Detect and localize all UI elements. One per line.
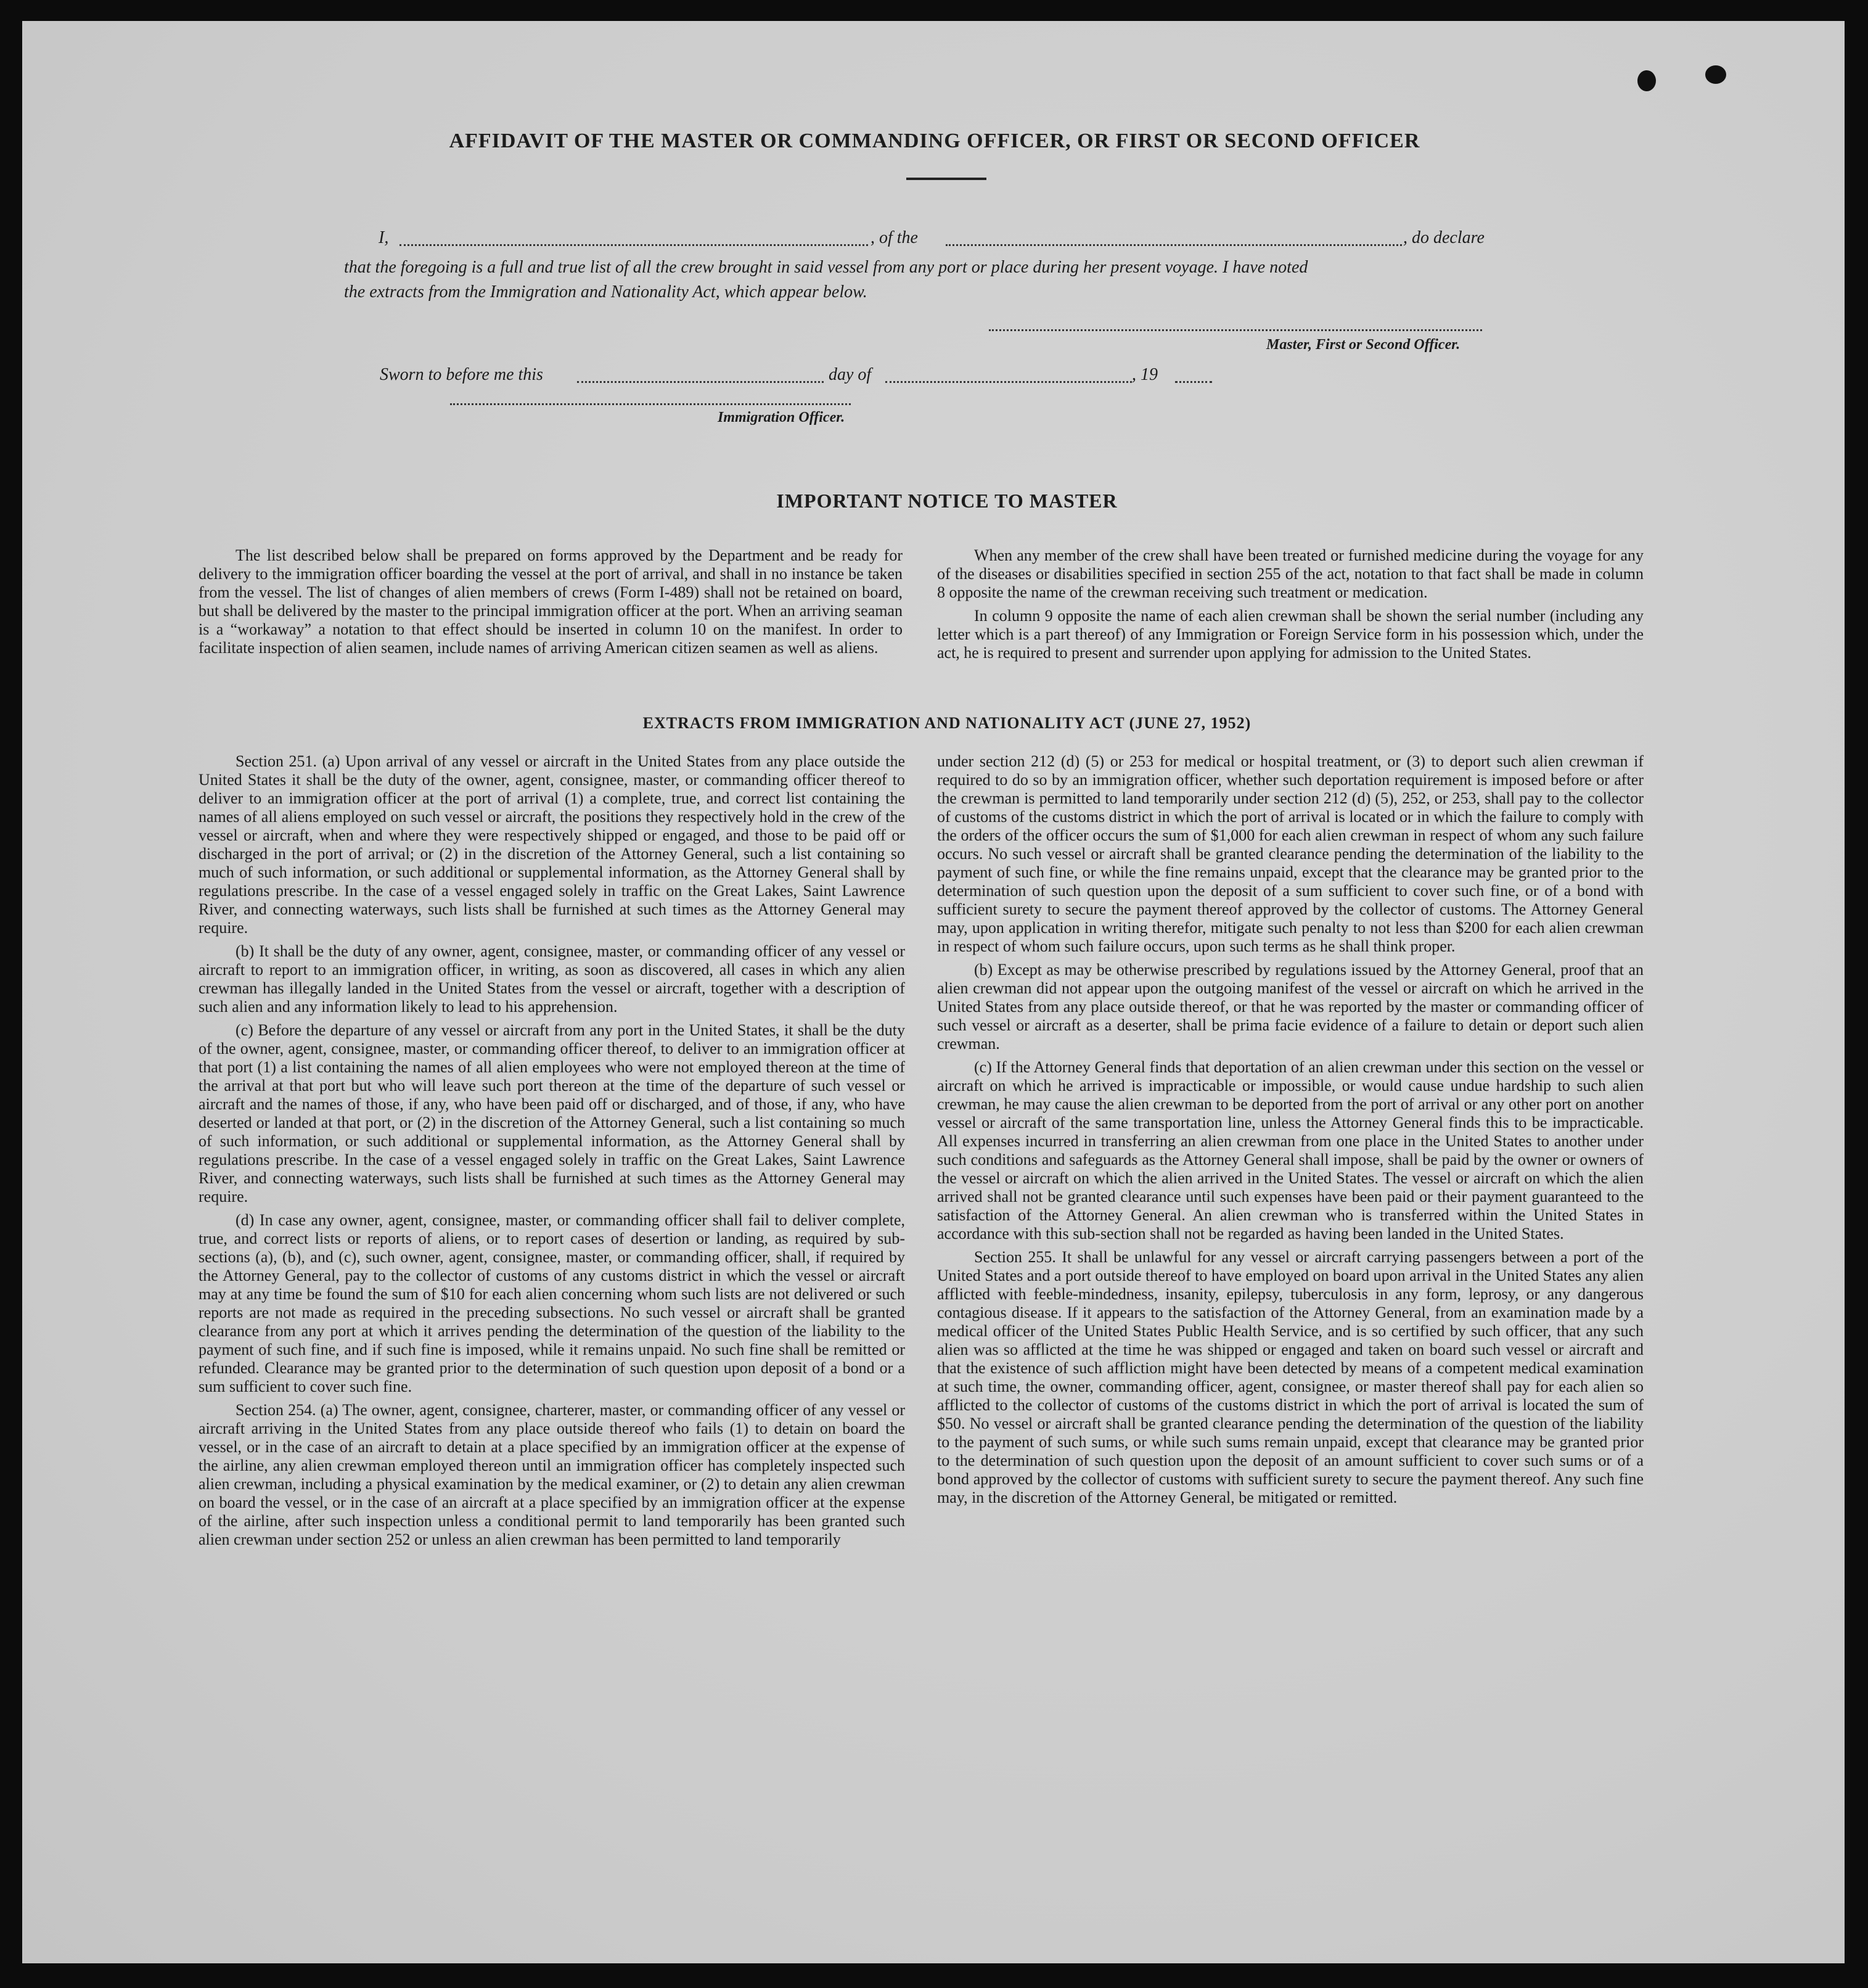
section-254-a-cont: under section 212 (d) (5) or 253 for medical or hospital treatment, or (3) to deport such alien crewman if required to do so by an immigration officer, whether such deportation requirement is imposed before or after the crewman is permitted to land temporarily under section 212 (d) (5), 252, or 253, shall pay to the collector of customs of the customs district in which the port of arrival is located or in which the failure to comply with the orders of the officer occurs the sum of $1,000 for each alien crewman in respect of whom any such failure occurs. No such vessel or aircraft shall be granted clearance pending the determination of the liability to the payment of such fine, or while the fine remains unpaid, except that the clearance may be granted prior to the determination of such question upon the deposit of a sum sufficient to cover such fine, or of a bond with sufficient surety to secure the payment thereof approved by the collector of customs. The Attorney General may, upon application in writing therefor, mitigate such penalty to not less than $200 for each alien crewman in respect of whom such failure occurs, upon such terms as he shall think proper. [937,752,1644,955]
ink-blot [1637,70,1656,91]
affidavit-title: AFFIDAVIT OF THE MASTER OR COMMANDING OFFICER, OR FIRST OR SECOND OFFICER [449,129,1420,152]
sworn-day-line[interactable] [577,381,824,383]
ink-blot [1705,65,1726,84]
affidavit-of-the-label: , of the [871,228,918,247]
section-254-c: (c) If the Attorney General finds that deportation of an alien crewman under this section on the vessel or aircraft on which he arrived is impracticable or impossible, or would cause undue hardship to such alien crewman, he may cause the alien crewman to be deported from the port of arrival or any other port on another vessel or aircraft of the same transportation line, unless the Attorney General finds this to be impracticable. All expenses incurred in transferring an alien crewman from one place in the United States to another under such conditions and safeguards as the Attorney General shall impose, shall be paid by the owner or owners of the vessel or aircraft on which the alien arrived in the United States. The vessel or aircraft on which the alien arrived shall not be granted clearance until such expenses have been paid or their payment guaranteed to the satisfaction of the Attorney General. An alien crewman who is transferred within the United States in accordance with this sub-section shall not be regarded as having been landed in the United States. [937,1058,1644,1242]
notice-right-paragraph-1: When any member of the crew shall have been treated or furnished medicine during the voyage for any of the diseases or disabilities specified in section 255 of the act, notation to that fact shall be made in column 8 opposite the name of the crewman receiving such treatment or medication. [937,546,1644,601]
section-255: Section 255. It shall be unlawful for any vessel or aircraft carrying passengers between a port of the United States and a port outside thereof to have employed on board upon arrival in the United States any alien afflicted with feeble-mindedness, insanity, epilepsy, tuberculosis in any form, leprosy, or any dangerous contagious disease. If it appears to the satisfaction of the Attorney General, from an examination made by a medical officer of the United States Public Health Service, and is so certified by such officer, that any such alien was so afflicted at the time he was shipped or engaged and taken on board such vessel or aircraft and that the existence of such affliction might have been detected by means of a competent medical examination at such time, the owner, commanding officer, agent, consignee, or master thereof shall pay for each alien so afflicted to the collector of customs of the customs district in which the port of arrival is located the sum of $50. No vessel or aircraft shall be granted clearance pending the determination of the question of the liability to the payment of such sums, or while such sums remain unpaid, except that clearance may be granted prior to the determination of such question upon the deposit of an amount sufficient to cover such sums or of a bond approved by the collector of customs with sufficient surety to secure the payment thereof. Any such fine may, in the discretion of the Attorney General, be mitigated or remitted. [937,1248,1644,1506]
section-251-c: (c) Before the departure of any vessel or aircraft from any port in the United States, it shall be the duty of the owner, agent, consignee, master, or commanding officer thereof, to deliver to an immigration officer at that port (1) a list containing the names of all alien employees who were not employed thereon at the time of the arrival at that port but who will leave such port thereon at the time of the departure of such vessel or aircraft and the names of those, if any, who have been paid off or discharged, and of those, if any, who have deserted or landed at that port, or (2) in the discretion of the Attorney General, such a list containing so much of such information, or such additional or supplemental information, as the Attorney General shall by regulations prescribe. In the case of a vessel engaged solely in traffic on the Great Lakes, Saint Lawrence River, and connecting waterways, such lists shall be furnished at such times as the Attorney General may require. [199,1021,905,1206]
officer-signature-line[interactable] [450,403,851,405]
notice-right-paragraph-2: In column 9 opposite the name of each alien crewman shall be shown the serial number (including any letter which is a part thereof) of any Immigration or Foreign Service form in his possession which, under the act, he is required to present and surrender upon applying for admission to the United States. [937,607,1644,662]
sworn-year-line[interactable] [1175,381,1212,383]
master-signature-line[interactable] [989,329,1482,331]
notice-left-paragraph: The list described below shall be prepared on forms approved by the Department and be ready for delivery to the immigration officer boarding the vessel at the port of arrival, and shall in no instance be taken from the vessel. The list of changes of alien members of crews (Form I-489) shall not be retained on board, but shall be delivered by the master to the principal immigration officer at the port. When an arriving seaman is a “workaway” a notation to that effect should be inserted in column 10 on the manifest. In order to facilitate inspection of alien seamen, include names of arriving American citizen seamen as well as aliens. [199,546,903,657]
name-field-line[interactable] [399,244,868,246]
affidavit-declare-label: , do declare [1403,228,1485,247]
affidavit-i-label: I, [379,228,389,247]
extracts-left-column [199,752,905,1554]
day-of-label: day of [829,365,872,384]
title-rule [906,178,986,180]
section-254-b: (b) Except as may be otherwise prescribed by regulations issued by the Attorney General, proof that an alien crewman did not appear upon the outgoing manifest of the vessel or aircraft on which he arrived in the United States from any place outside thereof, or that he was reported by the master or commanding officer of such vessel or aircraft as a deserter, shall be prima facie evidence of a failure to detain or deport such alien crewman. [937,961,1644,1053]
sworn-month-line[interactable] [885,381,1132,383]
notice-left-column [199,546,903,662]
declaration-line-1: that the foregoing is a full and true list of all the crew brought in said vessel from any port or place during her present voyage. I have noted [344,258,1308,277]
sworn-label: Sworn to before me this [380,365,543,384]
vessel-field-line[interactable] [946,244,1402,246]
declaration-line-2: the extracts from the Immigration and Nationality Act, which appear below. [344,282,867,302]
notice-right-column [937,546,1644,667]
section-251-b: (b) It shall be the duty of any owner, agent, consignee, master, or commanding officer of any vessel or aircraft to report to an immigration officer, in writing, as soon as discovered, all cases in which any alien crewman has illegally landed in the United States from the vessel or aircraft, together with a description of such alien and any information likely to lead to his apprehension. [199,942,905,1016]
document-page [22,21,1845,1963]
officer-signature-label: Immigration Officer. [718,409,845,425]
section-254-a: Section 254. (a) The owner, agent, consignee, charterer, master, or commanding officer of any vessel or aircraft arriving in the United States from any place outside thereof who fails (1) to detain on board the vessel, or in the case of an aircraft to detain at a place specified by an immigration officer at the expense of the airline, any alien crewman employed thereon until an immigration officer has completely inspected such alien crewman, including a physical examination by the medical examiner, or (2) to detain any alien crewman on board the vessel, or in the case of an aircraft at a place specified by an immigration officer at the expense of the airline, after such inspection unless a conditional permit to land temporarily has been granted such alien crewman under section 252 or unless an alien crewman has been permitted to land temporarily [199,1401,905,1548]
notice-title: IMPORTANT NOTICE TO MASTER [776,490,1118,512]
extracts-right-column [937,752,1644,1512]
master-signature-label: Master, First or Second Officer. [1266,337,1460,353]
year-label: , 19 [1132,365,1158,384]
section-251-a: Section 251. (a) Upon arrival of any vessel or aircraft in the United States from any place outside the United States it shall be the duty of the owner, agent, consignee, master, or commanding officer thereof to deliver to an immigration officer at the port of arrival (1) a complete, true, and correct list containing the names of all aliens employed on such vessel or aircraft, the positions they respectively hold in the crew of the vessel or aircraft, when and where they were respectively shipped or engaged, and those to be paid off or discharged in the port of arrival; or (2) in the discretion of the Attorney General, such a list containing so much of such information, or such additional or supplemental information, as the Attorney General shall by regulations prescribe. In the case of a vessel engaged solely in traffic on the Great Lakes, Saint Lawrence River, and connecting waterways, such lists shall be furnished at such times as the Attorney General may require. [199,752,905,937]
extracts-title: EXTRACTS FROM IMMIGRATION AND NATIONALITY ACT (JUNE 27, 1952) [642,714,1251,732]
section-251-d: (d) In case any owner, agent, consignee, master, or commanding officer shall fail to deliver complete, true, and correct lists or reports of aliens, or to report cases of desertion or landing, as required by sub-sections (a), (b), and (c), such owner, agent, consignee, master, or commanding officer, shall, if required by the Attorney General, pay to the collector of customs of any customs district in which the vessel or aircraft may at any time be found the sum of $10 for each alien concerning whom such lists are not delivered or such reports are not made as required in the preceding subsections. No such vessel or aircraft shall be granted clearance from any port at which it arrives pending the determination of the question of the liability to the payment of such fine, and if such fine is imposed, while it remains unpaid. No such fine shall be remitted or refunded. Clearance may be granted prior to the determination of such question upon deposit of a bond or a sum sufficient to cover such fine. [199,1211,905,1395]
